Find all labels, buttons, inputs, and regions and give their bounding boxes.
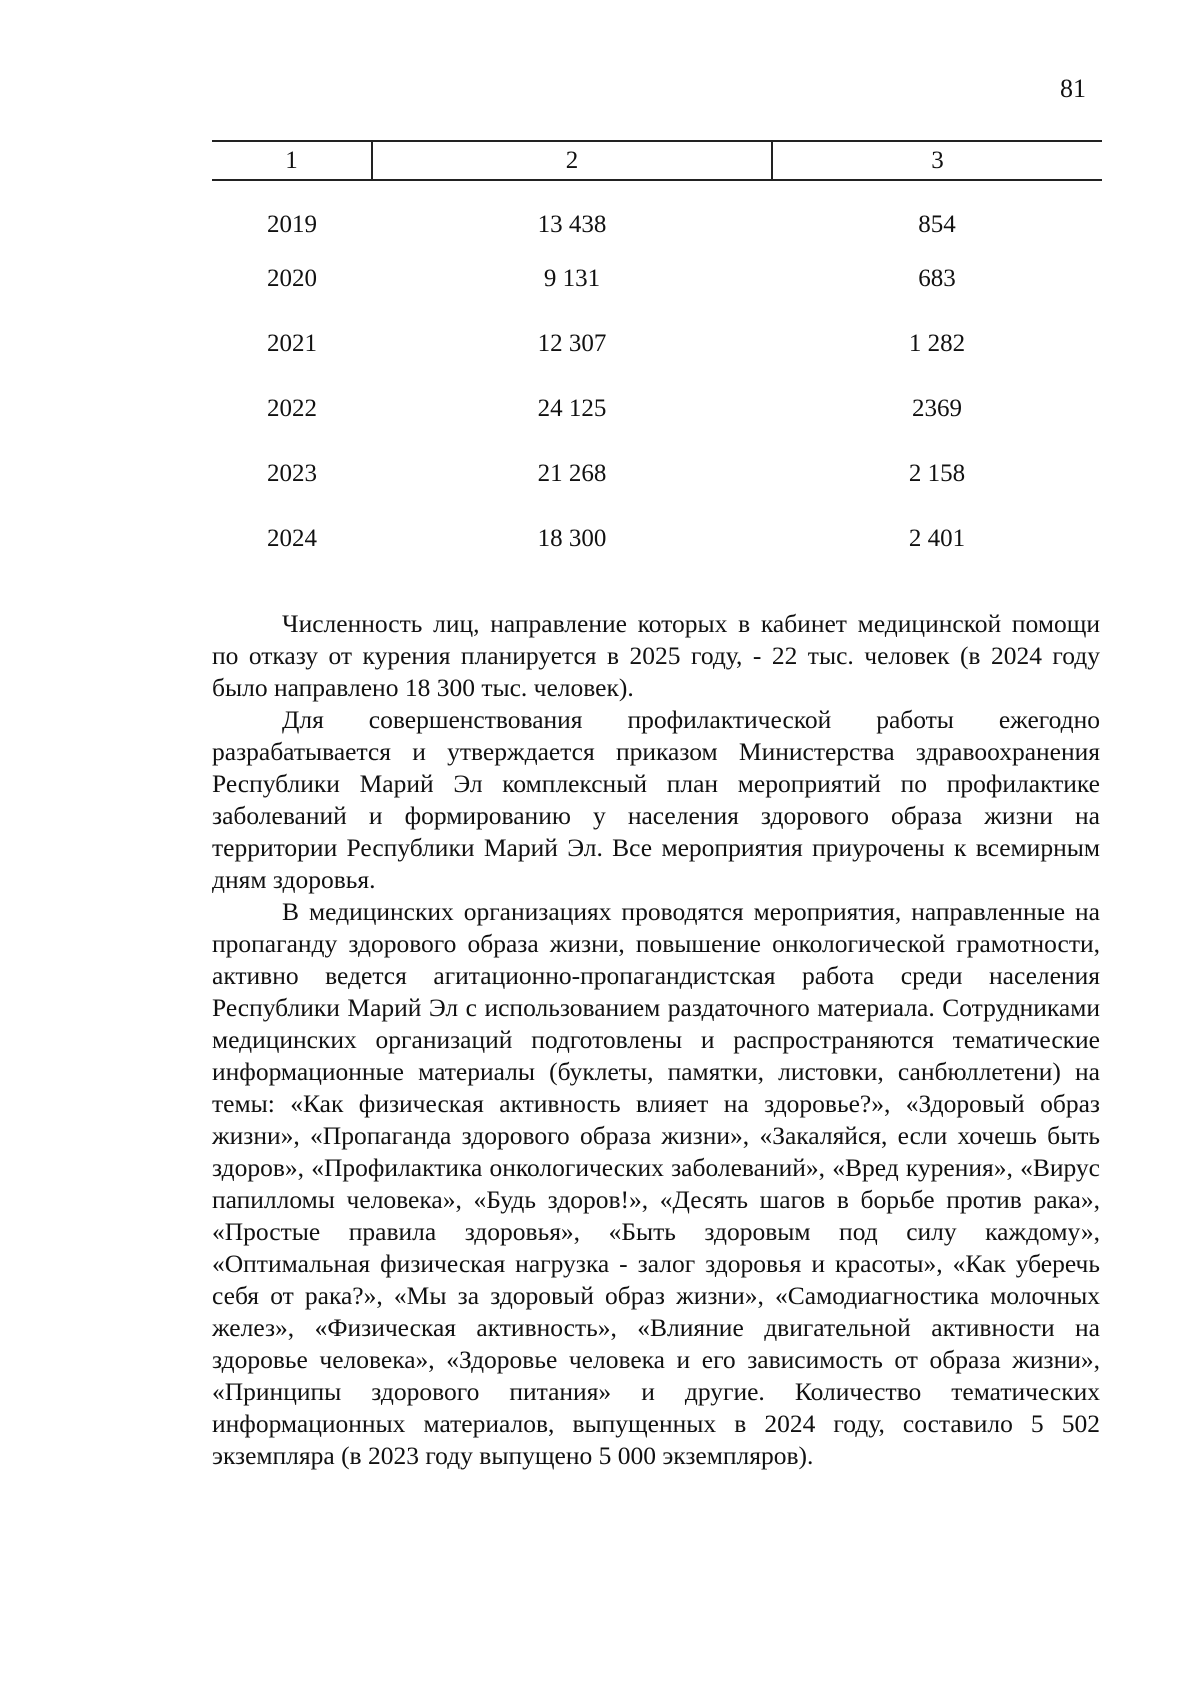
table-header-row bbox=[212, 141, 1102, 180]
year-cell: 2019 bbox=[267, 210, 317, 238]
column-header-1: 1 bbox=[212, 141, 372, 180]
value-cell: 21 268 bbox=[537, 459, 607, 487]
year-cell: 2020 bbox=[267, 264, 317, 292]
table-row bbox=[212, 311, 1102, 376]
year-cell: 2022 bbox=[267, 394, 317, 422]
value-cell: 1 282 bbox=[908, 329, 966, 357]
table-row bbox=[212, 506, 1102, 571]
paragraph: Для совершенствования профилактической работы ежегодно разрабатывается и утверждается приказом Министерства здравоохранения Республики Марий Эл комплексный план мероприятий по профилактике заболеваний и формированию у населения здорового образа жизни на территории Республики Марий Эл. Все мероприятия приурочены к всемирным дням здоровья. bbox=[212, 705, 1100, 894]
paragraph: Численность лиц, направление которых в кабинет медицинской помощи по отказу от курения планируется в 2025 году, - 22 тыс. человек (в 2024 году было направлено 18 300 тыс. человек). bbox=[212, 609, 1100, 702]
paragraph: В медицинских организациях проводятся мероприятия, направленные на пропаганду здорового образа жизни, повышение онкологической грамотности, активно ведется агитационно-пропагандистская работа среди населения Республики Марий Эл с использованием раздаточного материала. Сотрудниками медицинских организаций подготовлены и распространяются тематические информационные материалы (буклеты, памятки, листовки, санбюллетени) на темы: «Как физическая активность влияет на здоровье?», «Здоровый образ жизни», «Пропаганда здорового образа жизни», «Закаляйся, если хочешь быть здоров», «Профилактика онкологических заболеваний», «Вред курения», «Вирус папилломы человека», «Будь здоров!», «Десять шагов в борьбе против рака», «Простые правила здоровья», «Быть здоровым под силу каждому», «Оптимальная физическая нагрузка - залог здоровья и красоты», «Как уберечь себя от рака?», «Мы за здоровый образ жизни», «Самодиагностика молочных желез», «Физическая активность», «Влияние двигательной активности на здоровье человека», «Здоровье человека и его зависимость от образа жизни», «Принципы здорового питания» и другие. Количество тематических информационных материалов, выпущенных в 2024 году, составило 5 502 экземпляра (в 2023 году выпущено 5 000 экземпляров). bbox=[212, 897, 1100, 1470]
column-header-2: 2 bbox=[372, 141, 772, 180]
page-number: 81 bbox=[1060, 74, 1086, 103]
value-cell: 18 300 bbox=[537, 524, 607, 552]
table-row bbox=[212, 376, 1102, 441]
value-cell: 13 438 bbox=[537, 210, 607, 238]
value-cell: 9 131 bbox=[543, 264, 601, 292]
column-header-3: 3 bbox=[772, 141, 1102, 180]
year-cell: 2024 bbox=[267, 524, 317, 552]
value-cell: 683 bbox=[918, 264, 956, 292]
value-cell: 854 bbox=[918, 210, 956, 238]
year-cell: 2023 bbox=[267, 459, 317, 487]
table-row bbox=[212, 246, 1102, 311]
body-text bbox=[212, 608, 1100, 1472]
value-cell: 2 401 bbox=[908, 524, 966, 552]
value-cell: 24 125 bbox=[537, 394, 607, 422]
value-cell: 12 307 bbox=[537, 329, 607, 357]
year-cell: 2021 bbox=[267, 329, 317, 357]
data-table bbox=[212, 140, 1102, 571]
value-cell: 2369 bbox=[912, 394, 962, 422]
value-cell: 2 158 bbox=[908, 459, 966, 487]
table-row bbox=[212, 180, 1102, 246]
table-row bbox=[212, 441, 1102, 506]
